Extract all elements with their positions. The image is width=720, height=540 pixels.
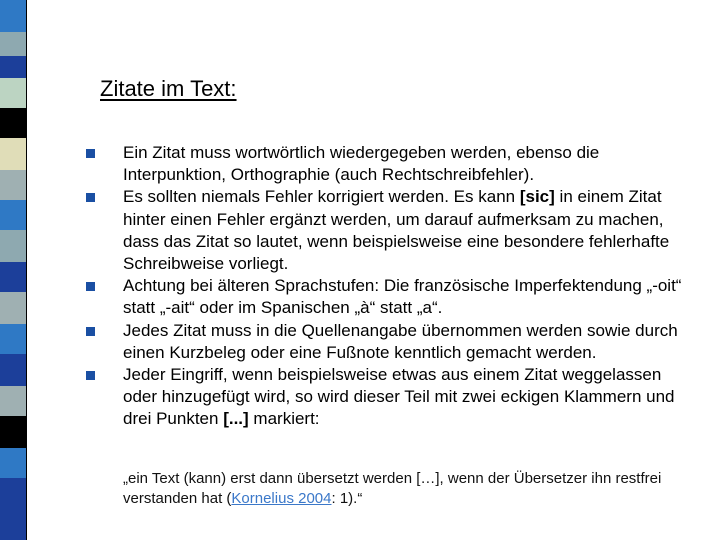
bullet-item	[86, 186, 698, 275]
bullet-item	[86, 364, 698, 431]
quote-text: : 1).“	[331, 489, 363, 507]
bullet-text: markiert:	[248, 409, 320, 429]
stripe-block	[0, 478, 26, 540]
bullet-square-icon	[86, 149, 95, 158]
bullet-item	[86, 142, 698, 186]
stripe-block	[0, 138, 26, 170]
quote-text: „ein Text (kann) erst dann übersetzt werden […], wenn der Übersetzer ihn restfrei verstanden hat (	[123, 470, 662, 507]
stripe-block	[0, 200, 26, 230]
bullet-list	[86, 142, 698, 431]
stripe-block	[0, 0, 26, 32]
stripe-block	[0, 32, 26, 56]
bullet-text-bold: [sic]	[519, 187, 555, 207]
stripe-block	[0, 448, 26, 478]
decorative-color-stripe	[0, 0, 26, 540]
bullet-square-icon	[86, 371, 95, 380]
stripe-block	[0, 354, 26, 386]
bullet-text: Es sollten niemals Fehler korrigiert werden. Es kann	[123, 187, 520, 207]
bullet-item	[86, 275, 698, 319]
bullet-square-icon	[86, 193, 95, 202]
bullet-text-bold: [...]	[223, 409, 249, 429]
bullet-square-icon	[86, 327, 95, 336]
citation-link[interactable]: Kornelius 2004	[231, 489, 332, 507]
bullet-text: in einem Zitat hinter einen Fehler ergänzt werden, um darauf aufmerksam zu machen, dass das Zitat so lautet, wenn beispielsweise eine besondere fehlerhafte Schreibweise vorliegt.	[123, 187, 670, 274]
stripe-block	[0, 170, 26, 200]
example-quote	[123, 469, 713, 508]
stripe-block	[0, 416, 26, 448]
stripe-block	[0, 262, 26, 292]
bullet-text: Jeder Eingriff, wenn beispielsweise etwas aus einem Zitat weggelassen oder hinzugefügt wird, so wird dieser Teil mit zwei eckigen Klammern und drei Punkten	[123, 365, 675, 429]
stripe-block	[0, 324, 26, 354]
stripe-block	[0, 292, 26, 324]
bullet-item	[86, 320, 698, 364]
stripe-block	[0, 230, 26, 262]
bullet-text: Achtung bei älteren Sprachstufen: Die französische Imperfektendung „-oit“ statt „-ait“ oder im Spanischen „à“ statt „a“.	[123, 276, 682, 318]
stripe-block	[0, 386, 26, 416]
stripe-block	[0, 78, 26, 108]
stripe-block	[0, 108, 26, 138]
stripe-block	[0, 56, 26, 78]
slide-title: Zitate im Text:	[100, 76, 237, 101]
bullet-text: Ein Zitat muss wortwörtlich wiedergegeben werden, ebenso die Interpunktion, Orthographie (auch Rechtschreibfehler).	[123, 143, 600, 185]
stripe-divider	[26, 0, 27, 540]
bullet-text: Jedes Zitat muss in die Quellenangabe übernommen werden sowie durch einen Kurzbeleg oder eine Fußnote kenntlich gemacht werden.	[123, 320, 678, 362]
bullet-square-icon	[86, 282, 95, 291]
